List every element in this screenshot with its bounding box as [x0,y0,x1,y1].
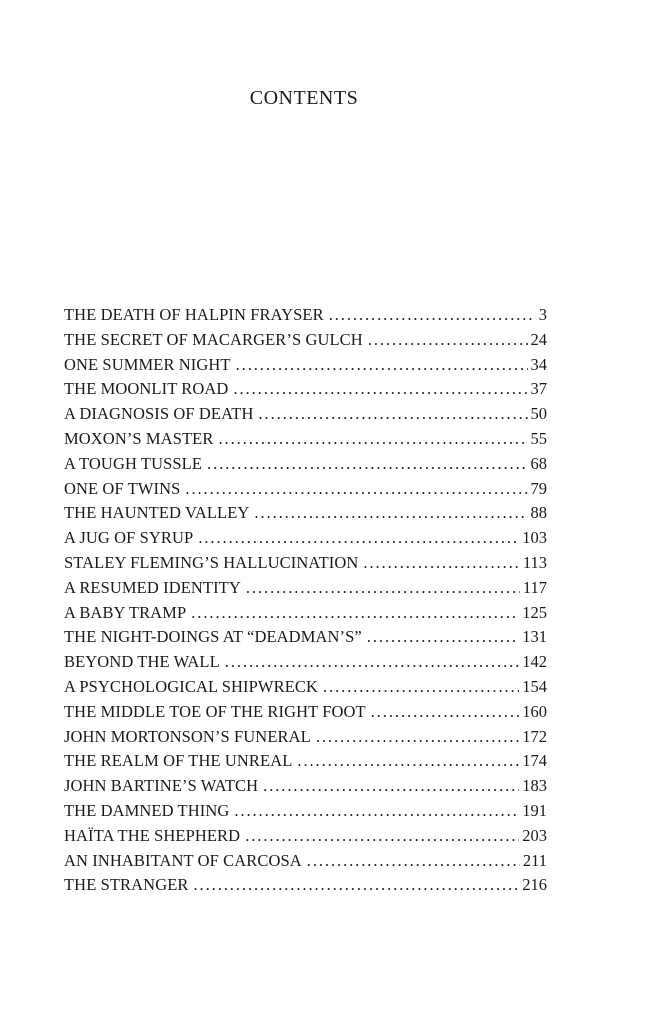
toc-entry [64,501,547,526]
toc-entry-page-number: 88 [530,503,547,523]
toc-dot-leader [316,725,519,750]
toc-entry-page-number: 125 [522,602,547,622]
toc-entry [64,799,547,824]
toc-entry [64,477,547,502]
toc-entry-title: THE STRANGER [64,875,189,895]
toc-entry-page-number: 37 [530,379,547,399]
toc-dot-leader [234,799,519,824]
toc-dot-leader [194,873,520,898]
toc-entry [64,824,547,849]
toc-dot-leader [218,427,527,452]
toc-dot-leader [191,601,519,626]
toc-dot-leader [207,452,527,477]
toc-entry [64,849,547,874]
toc-entry-page-number: 172 [522,726,547,746]
toc-dot-leader [245,824,519,849]
toc-entry-page-number: 183 [522,776,547,796]
toc-dot-leader [198,526,519,551]
toc-entry [64,601,547,626]
toc-dot-leader [185,477,527,502]
toc-entry [64,873,547,898]
toc-dot-leader [368,328,528,353]
toc-entry-title: THE DAMNED THING [64,800,230,820]
toc-dot-leader [367,625,519,650]
toc-dot-leader [323,675,519,700]
toc-entry-title: A RESUMED IDENTITY [64,577,241,597]
toc-entry [64,700,547,725]
toc-entry-title: BEYOND THE WALL [64,652,220,672]
toc-dot-leader [258,402,527,427]
toc-dot-leader [263,774,519,799]
toc-entry [64,452,547,477]
toc-entry-page-number: 117 [522,577,547,597]
toc-dot-leader [371,700,520,725]
toc-entry [64,650,547,675]
toc-entry [64,377,547,402]
toc-entry-title: MOXON’S MASTER [64,428,214,448]
toc-entry-page-number: 3 [538,305,547,324]
toc-entry-page-number: 103 [522,528,547,548]
toc-entry-title: THE DEATH OF HALPIN FRAYSER [64,305,324,324]
toc-dot-leader [233,377,527,402]
toc-entry-title: THE SECRET OF MACARGER’S GULCH [64,329,363,349]
toc-entry-page-number: 142 [522,652,547,672]
toc-entry-title: THE MIDDLE TOE OF THE RIGHT FOOT [64,701,366,721]
toc-entry-page-number: 79 [530,478,547,498]
table-of-contents [64,303,547,898]
toc-entry-page-number: 154 [522,676,547,696]
toc-entry-page-number: 113 [522,552,547,572]
toc-entry-title: A DIAGNOSIS OF DEATH [64,404,254,424]
toc-entry-title: JOHN MORTONSON’S FUNERAL [64,726,311,746]
toc-entry-title: HAÏTA THE SHEPHERD [64,825,241,845]
toc-dot-leader [307,849,520,874]
toc-entry-page-number: 50 [530,404,547,424]
toc-dot-leader [225,650,519,675]
toc-entry [64,675,547,700]
toc-entry-title: A PSYCHOLOGICAL SHIPWRECK [64,676,318,696]
toc-dot-leader [236,353,528,378]
toc-entry-page-number: 68 [530,453,547,473]
toc-entry [64,576,547,601]
toc-dot-leader [297,749,519,774]
toc-entry-page-number: 191 [522,800,547,820]
toc-entry [64,328,547,353]
toc-entry-page-number: 160 [522,701,547,721]
toc-entry-title: STALEY FLEMING’S HALLUCINATION [64,552,359,572]
toc-entry [64,427,547,452]
toc-entry-page-number: 55 [530,428,547,448]
toc-entry-page-number: 203 [522,825,547,845]
toc-entry-title: THE MOONLIT ROAD [64,379,229,399]
toc-dot-leader [363,551,519,576]
toc-entry [64,725,547,750]
toc-entry-page-number: 174 [522,751,547,771]
toc-entry [64,303,547,328]
toc-entry-title: A JUG OF SYRUP [64,528,194,548]
toc-entry-title: THE HAUNTED VALLEY [64,503,250,523]
toc-entry-page-number: 131 [522,627,547,647]
toc-dot-leader [254,501,527,526]
toc-dot-leader [329,303,534,328]
toc-entry-page-number: 34 [530,354,547,374]
toc-entry [64,353,547,378]
toc-entry [64,551,547,576]
page-title: CONTENTS [249,87,359,109]
toc-entry [64,526,547,551]
toc-entry [64,749,547,774]
toc-entry-page-number: 211 [522,850,547,870]
toc-entry-title: A BABY TRAMP [64,602,187,622]
toc-entry-title: THE NIGHT-DOINGS AT “DEADMAN’S” [64,627,362,647]
toc-entry-page-number: 216 [522,875,547,895]
toc-entry-title: JOHN BARTINE’S WATCH [64,776,259,796]
toc-entry [64,774,547,799]
toc-entry-title: ONE SUMMER NIGHT [64,354,231,374]
toc-entry-title: AN INHABITANT OF CARCOSA [64,850,302,870]
toc-entry-title: A TOUGH TUSSLE [64,453,203,473]
toc-dot-leader [246,576,520,601]
toc-entry-page-number: 24 [530,329,547,349]
toc-entry-title: THE REALM OF THE UNREAL [64,751,293,771]
toc-entry [64,625,547,650]
toc-entry-title: ONE OF TWINS [64,478,181,498]
toc-entry [64,402,547,427]
